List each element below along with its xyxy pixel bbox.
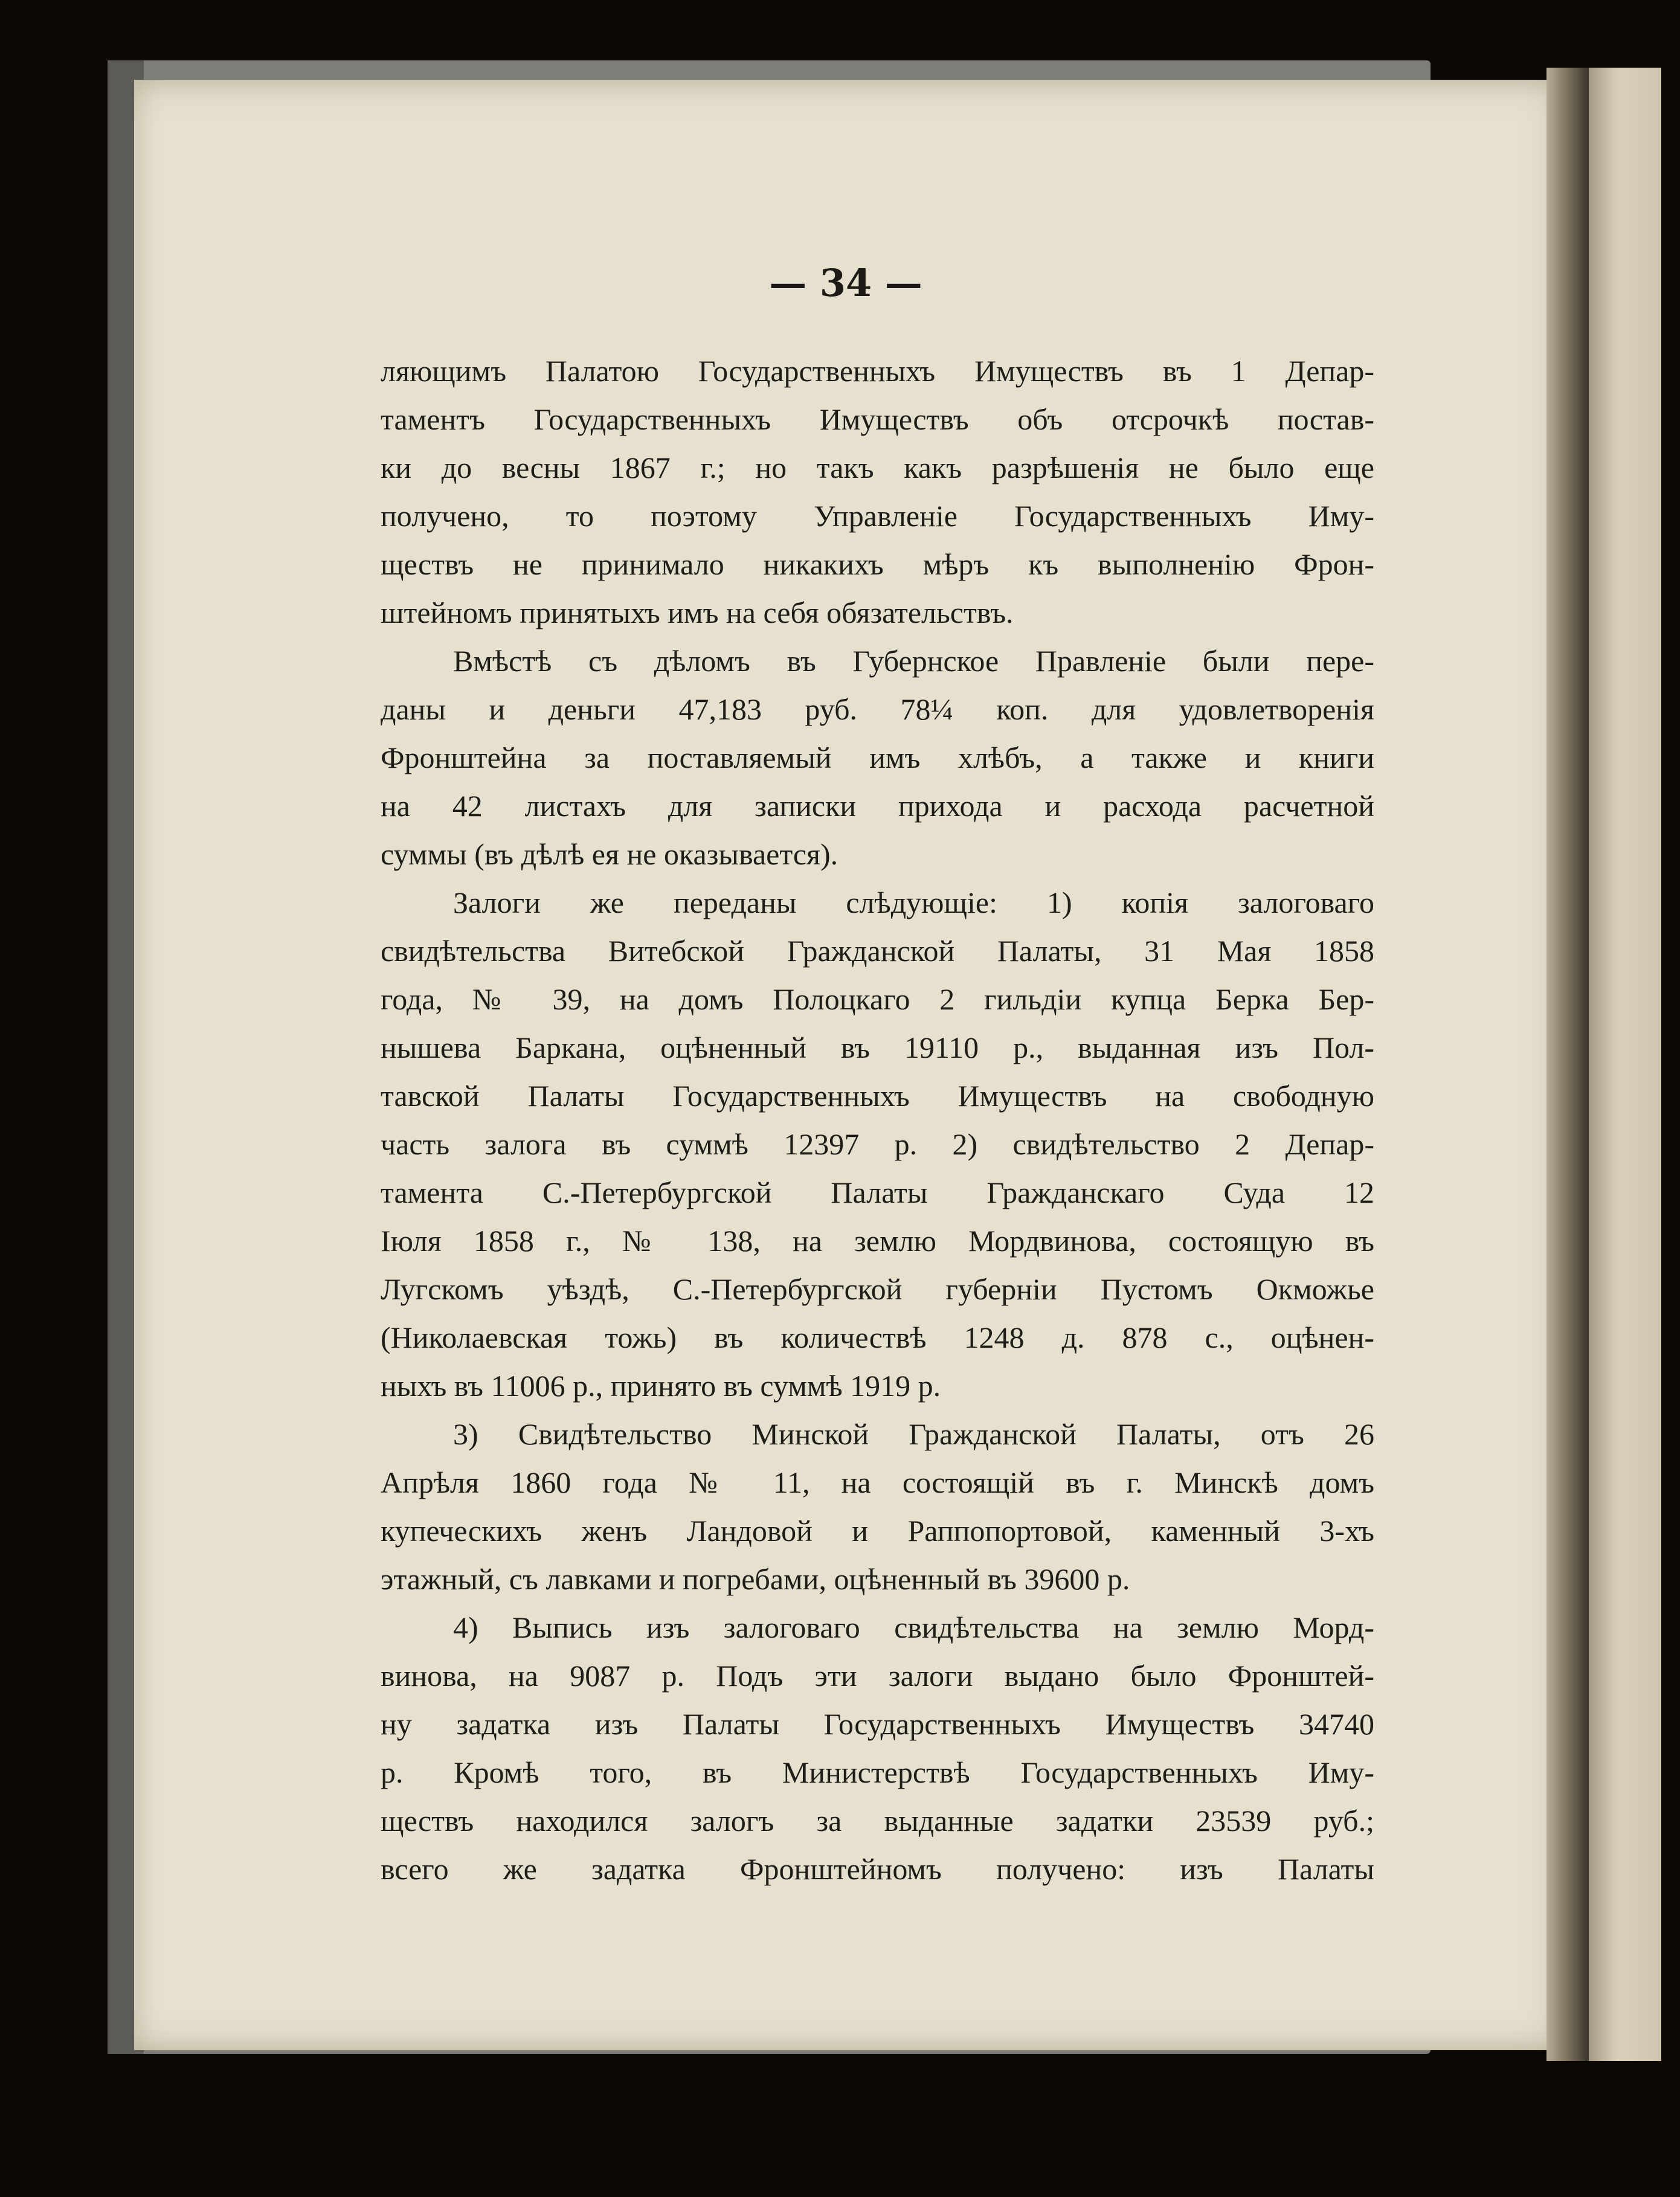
text-line: Залоги же переданы слѣдующіе: 1) копія залоговаго [453, 886, 1374, 919]
text-line: всего же задатка Фронштейномъ получено: изъ Палаты [381, 1852, 1374, 1886]
text-line: ществъ не принимало никакихъ мѣръ къ выполненію Фрон- [381, 547, 1374, 581]
text-line: ки до весны 1867 г.; но такъ какъ разрѣшенія не было еще [381, 451, 1374, 484]
text-line: Вмѣстѣ съ дѣломъ въ Губернское Правленіе были пере- [453, 644, 1374, 678]
text-line: ляющимъ Палатою Государственныхъ Имуществъ въ 1 Депар- [381, 354, 1374, 388]
text-line: ну задатка изъ Палаты Государственныхъ Имуществъ 34740 [381, 1707, 1374, 1741]
text-line: тавской Палаты Государственныхъ Имуществъ на свободную [381, 1079, 1374, 1113]
text-line: (Николаевская тожь) въ количествѣ 1248 д. 878 с., оцѣнен- [381, 1320, 1374, 1354]
text-line: штейномъ принятыхъ имъ на себя обязательствъ. [381, 596, 1014, 629]
text-line: даны и деньги 47,183 руб. 78¼ коп. для удовлетворенія [381, 692, 1374, 726]
text-line: Фронштейна за поставляемый имъ хлѣбъ, а также и книги [381, 741, 1374, 774]
text-line: нышева Баркана, оцѣненный въ 19110 р., выданная изъ Пол- [381, 1031, 1374, 1064]
text-line: ществъ находился залогъ за выданные задатки 23539 руб.; [381, 1804, 1374, 1838]
text-line: суммы (въ дѣлѣ ея не оказывается). [381, 837, 838, 871]
page-gutter [1546, 68, 1589, 2061]
text-line: года, № 39, на домъ Полоцкаго 2 гильдіи купца Берка Бер- [381, 982, 1374, 1016]
text-line: купеческихъ женъ Ландовой и Раппопортовой, каменный 3-хъ [381, 1514, 1374, 1548]
text-line: Апрѣля 1860 года № 11, на состоящій въ г. Минскѣ домъ [381, 1465, 1374, 1499]
page-number: — 34 — [769, 261, 922, 305]
text-line: винова, на 9087 р. Подъ эти залоги выдано было Фронштей- [381, 1659, 1374, 1693]
text-line: часть залога въ суммѣ 12397 р. 2) свидѣтельство 2 Депар- [381, 1127, 1374, 1161]
text-line: ныхъ въ 11006 р., принято въ суммѣ 1919 р. [381, 1369, 941, 1403]
text-line: Іюля 1858 г., № 138, на землю Мордвинова, состоящую въ [381, 1224, 1374, 1258]
text-line: свидѣтельства Витебской Гражданской Палаты, 31 Мая 1858 [381, 934, 1374, 968]
text-line: Лугскомъ уѣздѣ, С.-Петербургской губерніи Пустомъ Окможье [381, 1272, 1374, 1306]
text-line: этажный, съ лавками и погребами, оцѣненный въ 39600 р. [381, 1562, 1130, 1596]
page-text [381, 347, 1374, 1893]
text-line: р. Кромѣ того, въ Министерствѣ Государственныхъ Иму- [381, 1755, 1374, 1789]
text-line: 3) Свидѣтельство Минской Гражданской Палаты, отъ 26 [453, 1417, 1374, 1451]
text-line: получено, то поэтому Управленіе Государственныхъ Иму- [381, 499, 1374, 533]
text-line: тамента С.-Петербургской Палаты Гражданскаго Суда 12 [381, 1176, 1374, 1209]
text-line: 4) Выпись изъ залоговаго свидѣтельства на землю Морд- [453, 1610, 1374, 1644]
text-line: таментъ Государственныхъ Имуществъ объ отсрочкѣ постав- [381, 402, 1374, 436]
facing-page-edge [1589, 68, 1661, 2061]
text-line: на 42 листахъ для записки прихода и расхода расчетной [381, 789, 1374, 823]
